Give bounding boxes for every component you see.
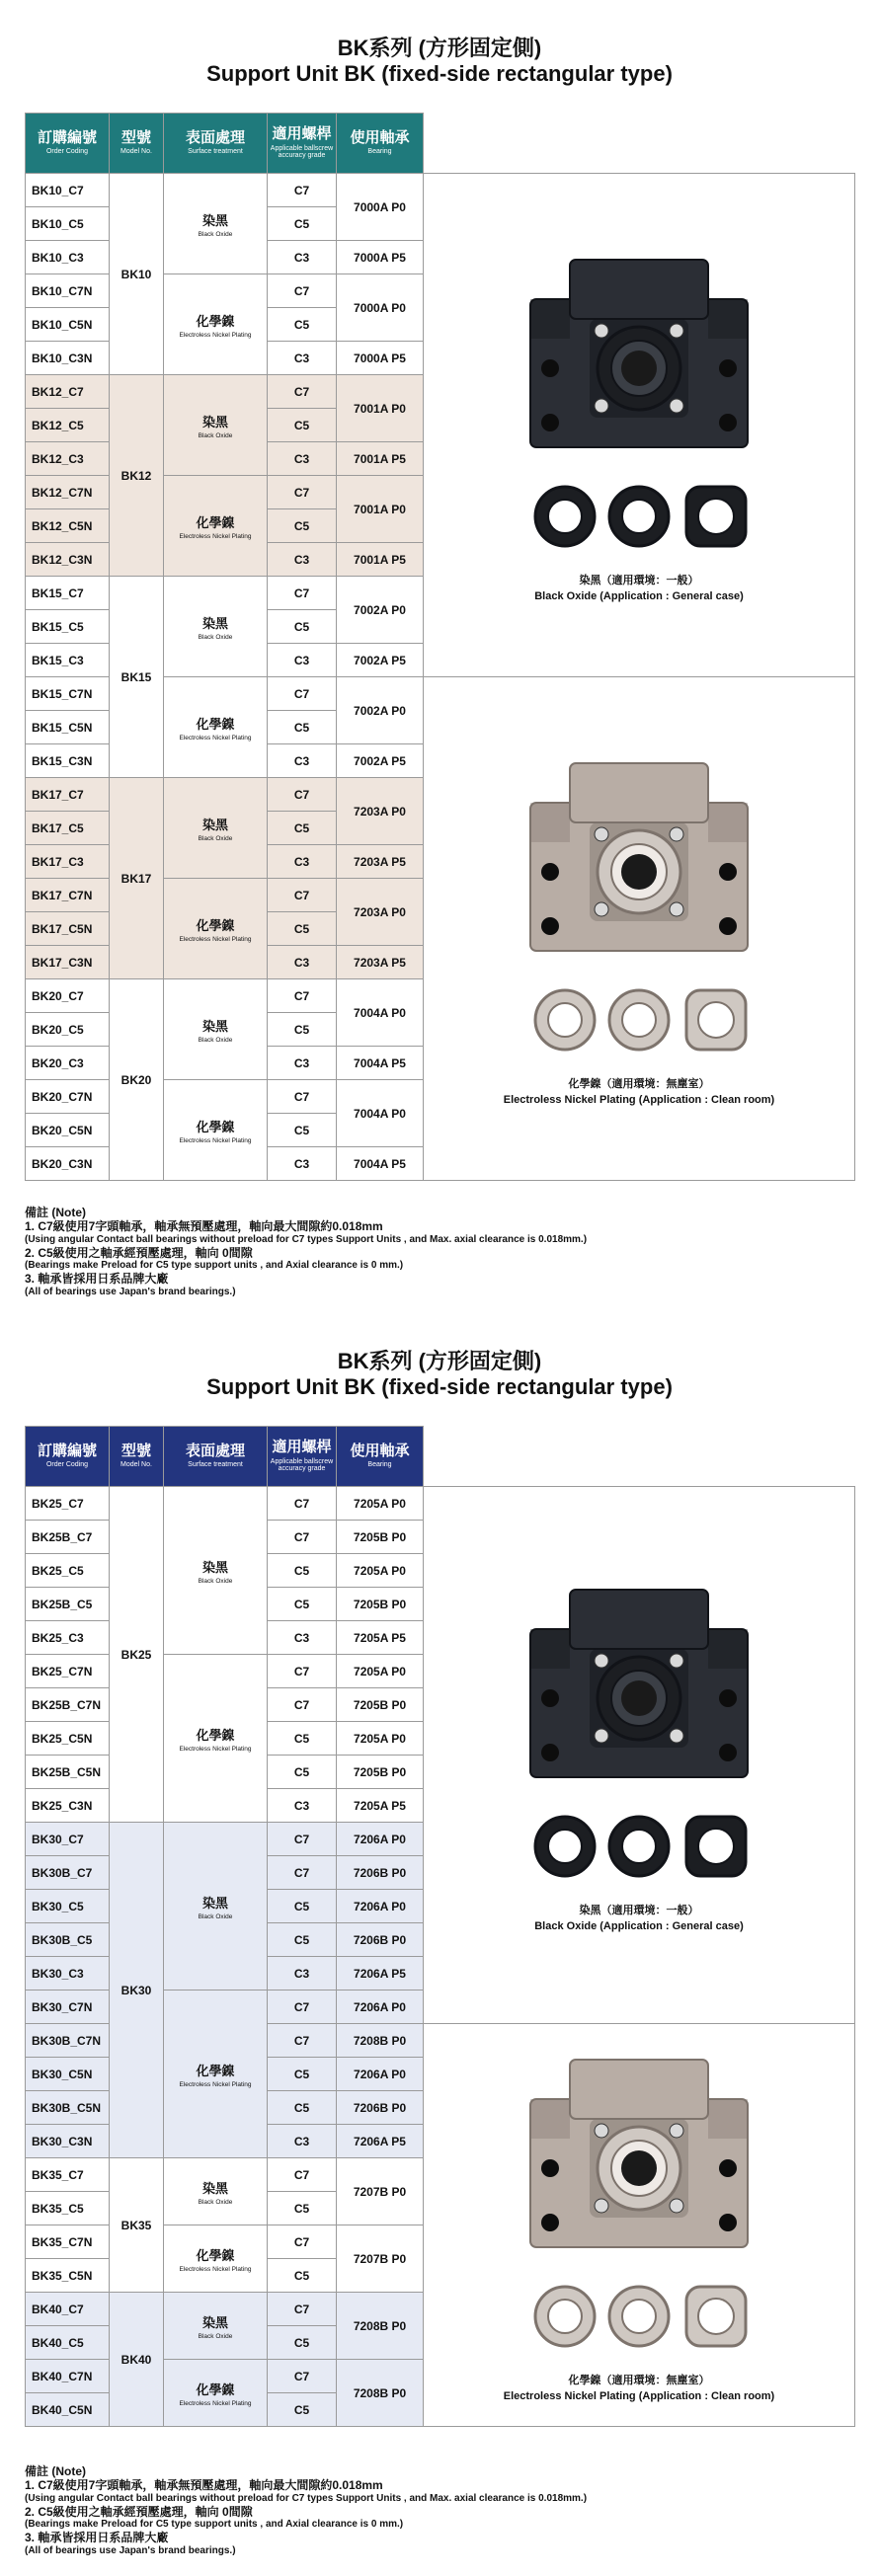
order-code: BK25_C5N (26, 1722, 110, 1756)
header-model: 型號 Model No. (110, 1427, 164, 1487)
nickel-image-cell (424, 2024, 855, 2427)
nickel-support-unit-image (511, 2045, 767, 2371)
order-code: BK10_C7 (26, 174, 110, 207)
accuracy-grade: C5 (268, 509, 337, 543)
note-2-en: (Bearings make Preload for C5 type support units , and Axial clearance is 0 mm.) (25, 1260, 404, 1272)
order-code: BK30B_C5 (26, 1923, 110, 1957)
accuracy-grade: C7 (268, 1688, 337, 1722)
bearing: 7206A P0 (337, 2058, 424, 2091)
model-no: BK20 (110, 979, 164, 1181)
nickel-image-cell (424, 677, 855, 1181)
order-code: BK40_C5 (26, 2326, 110, 2360)
header-surface: 表面處理 Surface treatment (164, 114, 268, 174)
accuracy-grade: C7 (268, 1856, 337, 1890)
accuracy-grade: C5 (268, 207, 337, 241)
order-code: BK15_C3N (26, 744, 110, 778)
bearing: 7000A P5 (337, 241, 424, 274)
black-image-cell (424, 1487, 855, 2024)
surface-black: 染黑 Black Oxide (164, 2293, 268, 2360)
order-code: BK17_C5N (26, 912, 110, 946)
header-surface: 表面處理 Surface treatment (164, 1427, 268, 1487)
bearing: 7004A P5 (337, 1047, 424, 1080)
bearing: 7206B P0 (337, 1856, 424, 1890)
surface-nickel: 化學鎳 Electroless Nickel Plating (164, 476, 268, 577)
black-housing-icon (530, 260, 748, 447)
accuracy-grade: C7 (268, 476, 337, 509)
accuracy-grade: C3 (268, 241, 337, 274)
accuracy-grade: C7 (268, 1991, 337, 2024)
surface-nickel: 化學鎳 Electroless Nickel Plating (164, 274, 268, 375)
black-housing-icon (530, 1590, 748, 1777)
accuracy-grade: C7 (268, 1655, 337, 1688)
caption-nickel: 化學鎳（適用環境：無塵室） Electroless Nickel Plating (Application : Clean room) (503, 1078, 775, 1106)
bearing: 7205B P0 (337, 1756, 424, 1789)
bearing: 7001A P0 (337, 476, 424, 543)
accuracy-grade: C5 (268, 1588, 337, 1621)
order-code: BK20_C5N (26, 1114, 110, 1147)
table-row (26, 174, 855, 207)
note-3-en: (All of bearings use Japan's brand bearings.) (25, 1286, 236, 1297)
order-code: BK30B_C7 (26, 1856, 110, 1890)
model-no: BK40 (110, 2293, 164, 2427)
surface-black: 染黑 Black Oxide (164, 1487, 268, 1655)
order-code: BK30_C5 (26, 1890, 110, 1923)
order-code: BK20_C7N (26, 1080, 110, 1114)
order-code: BK17_C7 (26, 778, 110, 812)
order-code: BK15_C3 (26, 644, 110, 677)
accuracy-grade: C3 (268, 342, 337, 375)
accuracy-grade: C7 (268, 879, 337, 912)
accuracy-grade: C5 (268, 912, 337, 946)
accuracy-grade: C7 (268, 979, 337, 1013)
accuracy-grade: C3 (268, 543, 337, 577)
accuracy-grade: C7 (268, 1823, 337, 1856)
accuracy-grade: C5 (268, 2326, 337, 2360)
bearing: 7205A P5 (337, 1789, 424, 1823)
surface-black: 染黑 Black Oxide (164, 778, 268, 879)
bearing: 7205B P0 (337, 1521, 424, 1554)
bearing: 7208B P0 (337, 2024, 424, 2058)
order-code: BK10_C7N (26, 274, 110, 308)
model-no: BK15 (110, 577, 164, 778)
bearing: 7205A P5 (337, 1621, 424, 1655)
accuracy-grade: C5 (268, 1554, 337, 1588)
nickel-housing-icon (530, 763, 748, 951)
bearing: 7205B P0 (337, 1588, 424, 1621)
accuracy-grade: C7 (268, 778, 337, 812)
order-code: BK17_C3N (26, 946, 110, 979)
bearing: 7206A P5 (337, 1957, 424, 1991)
note-2: 2. C5級使用之軸承經預壓處理，軸向 0間隙 (25, 2504, 253, 2519)
accuracy-grade: C3 (268, 744, 337, 778)
accuracy-grade: C5 (268, 1923, 337, 1957)
accuracy-grade: C3 (268, 2125, 337, 2158)
accuracy-grade: C5 (268, 1722, 337, 1756)
surface-black: 染黑 Black Oxide (164, 2158, 268, 2225)
order-code: BK30B_C5N (26, 2091, 110, 2125)
bearing: 7001A P5 (337, 543, 424, 577)
caption-nickel: 化學鎳（適用環境：無塵室） Electroless Nickel Plating (Application : Clean room) (503, 2375, 775, 2402)
surface-black: 染黑 Black Oxide (164, 1823, 268, 1991)
accuracy-grade: C7 (268, 375, 337, 409)
bearing: 7203A P5 (337, 946, 424, 979)
bearing: 7004A P5 (337, 1147, 424, 1181)
accuracy-grade: C5 (268, 308, 337, 342)
accuracy-grade: C7 (268, 2024, 337, 2058)
order-code: BK15_C7 (26, 577, 110, 610)
header-bearing: 使用軸承 Bearing (337, 1427, 424, 1487)
order-code: BK35_C5N (26, 2259, 110, 2293)
section1-title-en: Support Unit BK (fixed-side rectangular type) (206, 61, 673, 86)
model-no: BK12 (110, 375, 164, 577)
bearing: 7002A P0 (337, 577, 424, 644)
accuracy-grade: C5 (268, 1013, 337, 1047)
note-1: 1. C7級使用7字頭軸承，軸承無預壓處理，軸向最大間隙約0.018mm (25, 1219, 383, 1234)
bearing: 7206A P5 (337, 2125, 424, 2158)
black-collar-icon (535, 487, 746, 546)
order-code: BK40_C7 (26, 2293, 110, 2326)
note-1-en: (Using angular Contact ball bearings without preload for C7 types Support Units , and Max. axial clearance is 0.018mm.) (25, 2492, 588, 2504)
accuracy-grade: C5 (268, 2192, 337, 2225)
accuracy-grade: C3 (268, 845, 337, 879)
order-code: BK10_C3 (26, 241, 110, 274)
bearing: 7000A P0 (337, 274, 424, 342)
bearing: 7002A P0 (337, 677, 424, 744)
table-row (26, 1487, 855, 1521)
surface-nickel: 化學鎳 Electroless Nickel Plating (164, 879, 268, 979)
header-model: 型號 Model No. (110, 114, 164, 174)
order-code: BK17_C5 (26, 812, 110, 845)
order-code: BK30_C3N (26, 2125, 110, 2158)
section2-title-en: Support Unit BK (fixed-side rectangular type) (206, 1374, 673, 1399)
surface-black: 染黑 Black Oxide (164, 375, 268, 476)
accuracy-grade: C3 (268, 1957, 337, 1991)
order-code: BK30_C5N (26, 2058, 110, 2091)
bearing: 7208B P0 (337, 2360, 424, 2427)
order-code: BK40_C5N (26, 2393, 110, 2427)
bearing: 7205A P0 (337, 1655, 424, 1688)
order-code: BK25_C3 (26, 1621, 110, 1655)
accuracy-grade: C7 (268, 2293, 337, 2326)
bearing: 7002A P5 (337, 744, 424, 778)
section1-notes (25, 1206, 854, 1298)
order-code: BK20_C5 (26, 1013, 110, 1047)
surface-nickel: 化學鎳 Electroless Nickel Plating (164, 1991, 268, 2158)
header-grade: 適用螺桿 Applicable ballscrew accuracy grade (268, 1427, 337, 1487)
accuracy-grade: C3 (268, 1147, 337, 1181)
order-code: BK25_C3N (26, 1789, 110, 1823)
caption-black: 染黑（適用環境：一般） Black Oxide (Application : General case) (534, 575, 744, 602)
caption-black: 染黑（適用環境：一般） Black Oxide (Application : General case) (534, 1905, 744, 1932)
section2-notes (25, 2464, 854, 2557)
bearing: 7205A P0 (337, 1554, 424, 1588)
order-code: BK15_C7N (26, 677, 110, 711)
order-code: BK12_C3 (26, 442, 110, 476)
bearing: 7001A P0 (337, 375, 424, 442)
accuracy-grade: C5 (268, 711, 337, 744)
surface-nickel: 化學鎳 Electroless Nickel Plating (164, 1080, 268, 1181)
accuracy-grade: C5 (268, 1114, 337, 1147)
notes-title: 備註 (Note) (25, 2464, 86, 2478)
accuracy-grade: C3 (268, 1789, 337, 1823)
note-2-en: (Bearings make Preload for C5 type support units , and Axial clearance is 0 mm.) (25, 2519, 404, 2531)
nickel-collar-icon (535, 2287, 746, 2346)
accuracy-grade: C5 (268, 1890, 337, 1923)
bearing: 7001A P5 (337, 442, 424, 476)
order-code: BK35_C5 (26, 2192, 110, 2225)
bearing: 7206A P0 (337, 1991, 424, 2024)
accuracy-grade: C3 (268, 946, 337, 979)
bearing: 7205A P0 (337, 1487, 424, 1521)
header-code: 訂購編號 Order Coding (26, 1427, 110, 1487)
order-code: BK40_C7N (26, 2360, 110, 2393)
black-support-unit-image (511, 1575, 767, 1901)
order-code: BK10_C5 (26, 207, 110, 241)
bearing: 7000A P5 (337, 342, 424, 375)
order-code: BK30_C7 (26, 1823, 110, 1856)
accuracy-grade: C7 (268, 677, 337, 711)
model-no: BK30 (110, 1823, 164, 2158)
order-code: BK25_C5 (26, 1554, 110, 1588)
order-code: BK20_C7 (26, 979, 110, 1013)
header-grade: 適用螺桿 Applicable ballscrew accuracy grade (268, 114, 337, 174)
order-code: BK25B_C7 (26, 1521, 110, 1554)
accuracy-grade: C5 (268, 2091, 337, 2125)
black-image-cell (424, 174, 855, 677)
note-3: 3. 軸承皆採用日系品牌大廠 (25, 1272, 169, 1287)
note-1-en: (Using angular Contact ball bearings without preload for C7 types Support Units , and Max. axial clearance is 0.018mm.) (25, 1233, 588, 1245)
order-code: BK12_C5 (26, 409, 110, 442)
accuracy-grade: C3 (268, 1047, 337, 1080)
model-no: BK10 (110, 174, 164, 375)
bearing: 7203A P0 (337, 778, 424, 845)
surface-nickel: 化學鎳 Electroless Nickel Plating (164, 2360, 268, 2427)
order-code: BK12_C7 (26, 375, 110, 409)
nickel-collar-icon (535, 990, 746, 1050)
note-3: 3. 軸承皆採用日系品牌大廠 (25, 2531, 169, 2545)
accuracy-grade: C5 (268, 1756, 337, 1789)
accuracy-grade: C5 (268, 2058, 337, 2091)
model-no: BK25 (110, 1487, 164, 1823)
order-code: BK30_C3 (26, 1957, 110, 1991)
bearing: 7004A P0 (337, 979, 424, 1047)
accuracy-grade: C7 (268, 2360, 337, 2393)
order-code: BK10_C3N (26, 342, 110, 375)
order-code: BK20_C3 (26, 1047, 110, 1080)
bearing: 7205A P0 (337, 1722, 424, 1756)
bearing: 7000A P0 (337, 174, 424, 241)
order-code: BK17_C7N (26, 879, 110, 912)
bearing: 7207B P0 (337, 2158, 424, 2225)
order-code: BK25B_C5 (26, 1588, 110, 1621)
bearing: 7004A P0 (337, 1080, 424, 1147)
order-code: BK25B_C7N (26, 1688, 110, 1722)
note-1: 1. C7級使用7字頭軸承，軸承無預壓處理，軸向最大間隙約0.018mm (25, 2478, 383, 2493)
accuracy-grade: C3 (268, 644, 337, 677)
bearing: 7205B P0 (337, 1688, 424, 1722)
bearing: 7206B P0 (337, 1923, 424, 1957)
accuracy-grade: C7 (268, 174, 337, 207)
accuracy-grade: C7 (268, 1487, 337, 1521)
bearing: 7208B P0 (337, 2293, 424, 2360)
order-code: BK25B_C5N (26, 1756, 110, 1789)
surface-black: 染黑 Black Oxide (164, 979, 268, 1080)
accuracy-grade: C7 (268, 1521, 337, 1554)
header-bearing: 使用軸承 Bearing (337, 114, 424, 174)
bearing: 7203A P0 (337, 879, 424, 946)
surface-black: 染黑 Black Oxide (164, 174, 268, 274)
accuracy-grade: C7 (268, 577, 337, 610)
surface-black: 染黑 Black Oxide (164, 577, 268, 677)
surface-nickel: 化學鎳 Electroless Nickel Plating (164, 2225, 268, 2293)
notes-title: 備註 (Note) (25, 1206, 86, 1219)
order-code: BK35_C7N (26, 2225, 110, 2259)
order-code: BK25_C7N (26, 1655, 110, 1688)
order-code: BK25_C7 (26, 1487, 110, 1521)
order-code: BK10_C5N (26, 308, 110, 342)
order-code: BK12_C7N (26, 476, 110, 509)
order-code: BK20_C3N (26, 1147, 110, 1181)
bearing: 7206B P0 (337, 2091, 424, 2125)
header-code: 訂購編號 Order Coding (26, 114, 110, 174)
nickel-support-unit-image (511, 748, 767, 1074)
order-code: BK12_C5N (26, 509, 110, 543)
order-code: BK17_C3 (26, 845, 110, 879)
section1-table (25, 113, 855, 1181)
model-no: BK35 (110, 2158, 164, 2293)
accuracy-grade: C3 (268, 442, 337, 476)
black-collar-icon (535, 1817, 746, 1876)
accuracy-grade: C7 (268, 2158, 337, 2192)
nickel-housing-icon (530, 2060, 748, 2247)
order-code: BK15_C5N (26, 711, 110, 744)
bearing: 7206A P0 (337, 1890, 424, 1923)
bearing: 7203A P5 (337, 845, 424, 879)
order-code: BK30_C7N (26, 1991, 110, 2024)
accuracy-grade: C5 (268, 610, 337, 644)
section2-title-zh: BK系列 (方形固定側) (337, 1349, 542, 1373)
note-2: 2. C5級使用之軸承經預壓處理，軸向 0間隙 (25, 1245, 253, 1260)
black-support-unit-image (511, 245, 767, 571)
accuracy-grade: C7 (268, 274, 337, 308)
order-code: BK15_C5 (26, 610, 110, 644)
surface-nickel: 化學鎳 Electroless Nickel Plating (164, 1655, 268, 1823)
accuracy-grade: C5 (268, 2259, 337, 2293)
order-code: BK12_C3N (26, 543, 110, 577)
surface-nickel: 化學鎳 Electroless Nickel Plating (164, 677, 268, 778)
bearing: 7207B P0 (337, 2225, 424, 2293)
note-3-en: (All of bearings use Japan's brand bearings.) (25, 2544, 236, 2556)
accuracy-grade: C5 (268, 2393, 337, 2427)
accuracy-grade: C7 (268, 2225, 337, 2259)
order-code: BK30B_C7N (26, 2024, 110, 2058)
bearing: 7002A P5 (337, 644, 424, 677)
model-no: BK17 (110, 778, 164, 979)
accuracy-grade: C7 (268, 1080, 337, 1114)
accuracy-grade: C5 (268, 812, 337, 845)
bearing: 7206A P0 (337, 1823, 424, 1856)
accuracy-grade: C3 (268, 1621, 337, 1655)
section2-table (25, 1426, 855, 2427)
order-code: BK35_C7 (26, 2158, 110, 2192)
section1-title-zh: BK系列 (方形固定側) (337, 36, 542, 60)
accuracy-grade: C5 (268, 409, 337, 442)
